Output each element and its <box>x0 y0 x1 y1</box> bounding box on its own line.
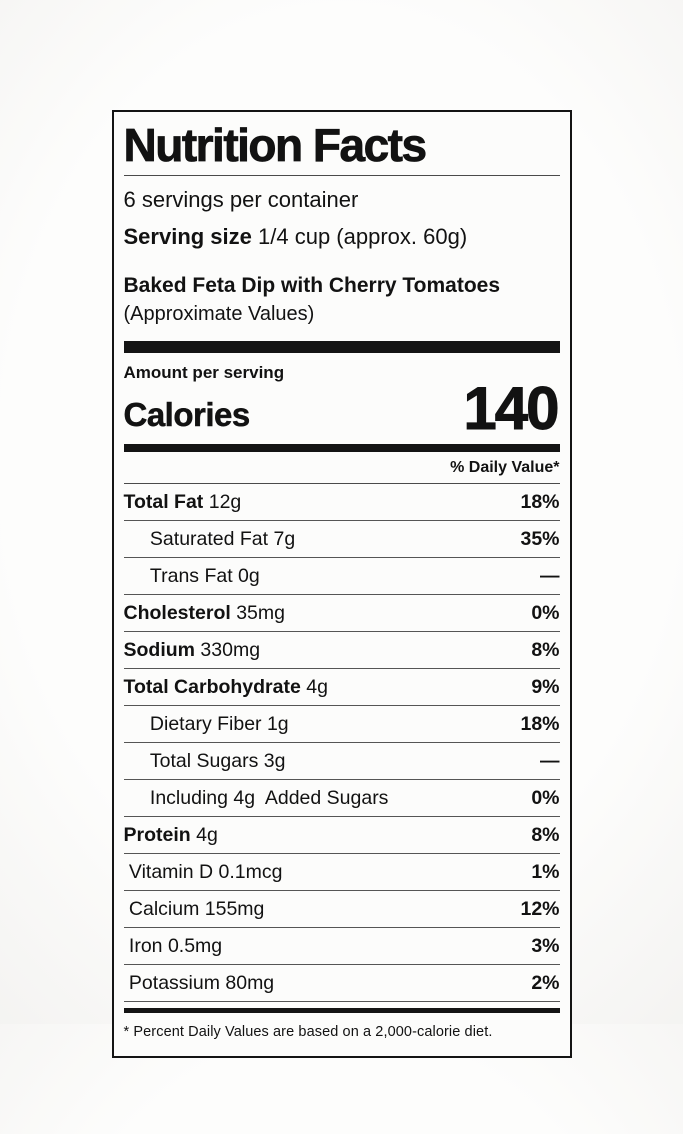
daily-value-percent: 0% <box>531 601 560 624</box>
daily-value-header: % Daily Value* <box>124 452 560 484</box>
daily-value-percent: 0% <box>531 786 560 809</box>
daily-value-percent: — <box>540 749 560 772</box>
daily-value-percent: 18% <box>520 712 560 735</box>
serving-size-value: 1/4 cup (approx. 60g) <box>258 223 468 249</box>
daily-value-percent: — <box>540 564 560 587</box>
nutrient-row-iron: Iron 0.5mg 3% <box>124 928 560 965</box>
daily-value-percent: 1% <box>531 860 560 883</box>
serving-size-label: Serving size <box>123 223 252 249</box>
calories-value: 140 <box>463 374 558 442</box>
daily-value-percent: 2% <box>531 971 560 994</box>
daily-value-percent: 3% <box>531 934 560 957</box>
daily-value-percent: 12% <box>520 897 560 920</box>
daily-value-percent: 8% <box>531 823 560 846</box>
nutrient-row-trans-fat: Trans Fat 0g — <box>124 558 560 595</box>
nutrient-row-vitamin-d: Vitamin D 0.1mcg 1% <box>124 854 560 891</box>
nutrient-row-saturated-fat: Saturated Fat 7g 35% <box>124 521 560 558</box>
calories-row <box>123 374 560 442</box>
daily-value-percent: 8% <box>531 638 560 661</box>
nutrient-row-sodium: Sodium 330mg 8% <box>124 632 560 669</box>
nutrition-facts-label <box>112 110 572 1058</box>
nutrient-row-calcium: Calcium 155mg 12% <box>124 891 560 928</box>
daily-value-footnote: * Percent Daily Values are based on a 2,000-calorie diet. <box>123 1023 493 1040</box>
label-title: Nutrition Facts <box>123 119 426 171</box>
nutrient-row-dietary-fiber: Dietary Fiber 1g 18% <box>124 706 560 743</box>
daily-value-percent: 9% <box>531 675 560 698</box>
calories-label: Calories <box>123 396 250 434</box>
product-note: (Approximate Values) <box>123 302 315 325</box>
nutrient-row-total-sugars: Total Sugars 3g — <box>124 743 560 780</box>
product-name: Baked Feta Dip with Cherry Tomatoes <box>123 273 501 297</box>
nutrient-row-total-carbohydrate: Total Carbohydrate 4g 9% <box>124 669 560 706</box>
amount-per-serving-label: Amount per serving <box>123 362 285 382</box>
nutrient-row-potassium: Potassium 80mg 2% <box>124 965 560 1002</box>
nutrient-row-cholesterol: Cholesterol 35mg 0% <box>124 595 560 632</box>
nutrient-row-added-sugars: Including 4g Added Sugars 0% <box>124 780 560 817</box>
daily-value-percent: 18% <box>520 490 560 513</box>
nutrient-row-total-fat: Total Fat 12g 18% <box>124 484 560 521</box>
serving-size-line <box>124 215 560 252</box>
section-bar-calories <box>124 444 560 452</box>
section-bar-top <box>124 341 560 353</box>
nutrient-row-protein: Protein 4g 8% <box>124 817 560 854</box>
daily-value-percent: 35% <box>520 527 560 550</box>
servings-per-container: 6 servings per container <box>123 186 359 212</box>
